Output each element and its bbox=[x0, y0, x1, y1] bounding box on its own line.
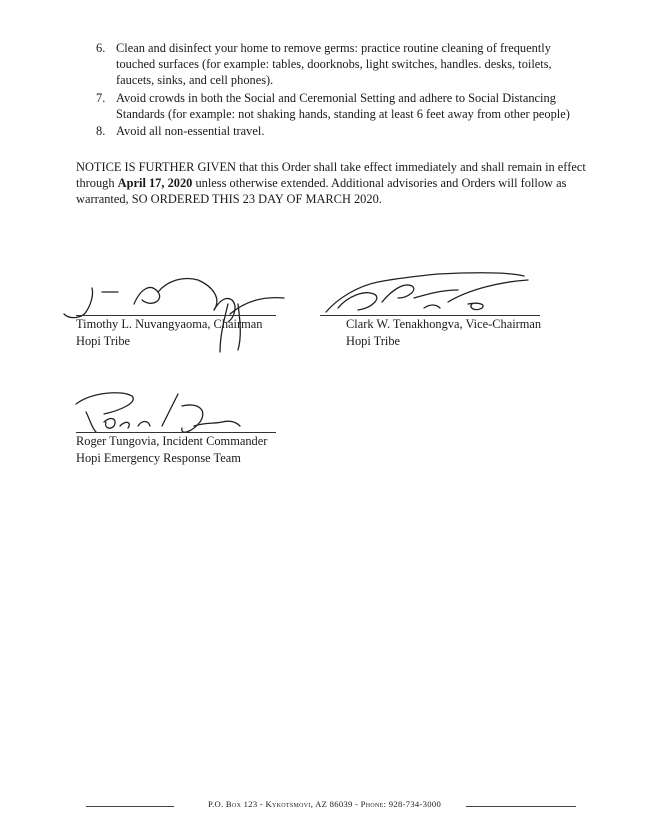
signatory-organization: Hopi Emergency Response Team bbox=[76, 451, 241, 465]
signature-line bbox=[320, 315, 540, 316]
footer-address: P.O. Box 123 - Kykotsmovi, AZ 86039 - Phone: 928-734-3000 bbox=[207, 799, 442, 809]
item-text: Clean and disinfect your home to remove germs: practice routine cleaning of frequently touched surfaces (for example: tables, doorknobs, light switches, handles. desks, toilets, faucets, sinks, and cell phones). bbox=[116, 41, 552, 88]
notice-text-before: NOTICE IS FURTHER GIVEN that this Order shall take effect immediately and shall remain in effect through bbox=[76, 160, 586, 191]
page-footer bbox=[0, 797, 649, 817]
effective-date: April 17, 2020 bbox=[117, 176, 193, 191]
chairman-signature-block bbox=[76, 316, 276, 350]
item-text: Avoid all non-essential travel. bbox=[116, 124, 265, 139]
signatory-name: Timothy L. Nuvangyaoma, Chairman bbox=[76, 317, 263, 331]
signatory-name: Clark W. Tenakhongva, Vice-Chairman bbox=[346, 317, 542, 331]
notice-paragraph bbox=[76, 159, 588, 208]
list-item bbox=[76, 90, 586, 122]
item-text: Avoid crowds in both the Social and Ceremonial Setting and adhere to Social Distancing Standards (for example: not shaking hands, standing at least 6 feet away from other people) bbox=[116, 90, 570, 121]
signature-line bbox=[76, 315, 276, 316]
signatory-organization: Hopi Tribe bbox=[346, 334, 401, 348]
list-item bbox=[76, 40, 586, 89]
footer-rule-right bbox=[466, 806, 576, 807]
incident-commander-signature-block bbox=[76, 433, 276, 467]
item-number: 8. bbox=[96, 124, 106, 139]
item-number: 7. bbox=[96, 90, 106, 105]
signature-line bbox=[76, 432, 276, 433]
signatory-name: Roger Tungovia, Incident Commander bbox=[76, 434, 268, 448]
vice-chairman-signature-block bbox=[346, 316, 566, 350]
item-number: 6. bbox=[96, 41, 106, 55]
signatory-organization: Hopi Tribe bbox=[76, 334, 131, 348]
notice-text-after: unless otherwise extended. Additional advisories and Orders will follow as warranted, SO ORDERED THIS 23 DAY OF MARCH 2020. bbox=[76, 176, 567, 207]
list-item bbox=[76, 123, 586, 139]
guidance-list bbox=[76, 40, 586, 140]
